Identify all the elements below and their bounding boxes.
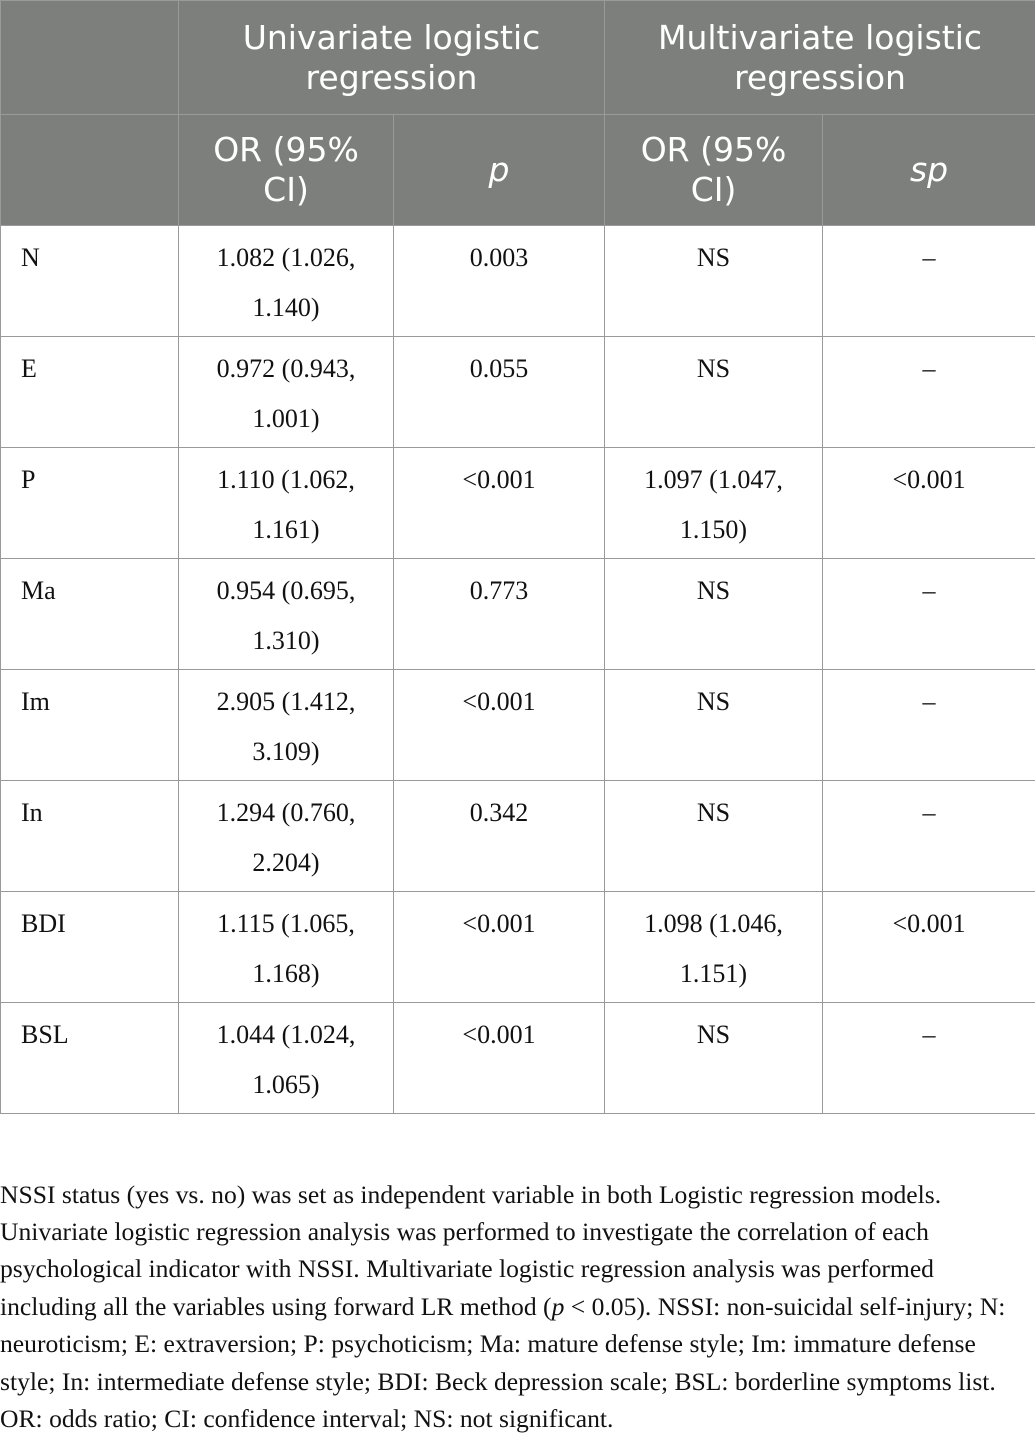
multi-or-value: NS <box>634 566 794 616</box>
uni-or-cell <box>179 448 394 559</box>
multi-or-cell <box>605 559 823 670</box>
multi-or-value: NS <box>634 233 794 283</box>
variable-cell: Im <box>1 670 179 781</box>
variable-cell: BSL <box>1 1003 179 1114</box>
uni-p-cell: <0.001 <box>394 448 605 559</box>
footnote-p-symbol: p <box>552 1292 565 1321</box>
multi-or-value: NS <box>634 344 794 394</box>
multi-or-cell <box>605 781 823 892</box>
uni-or-value: 0.972 (0.943, 1.001) <box>206 344 366 444</box>
header-uni-p: p <box>394 115 605 226</box>
header-row-groups <box>1 1 1035 115</box>
uni-p-cell: 0.773 <box>394 559 605 670</box>
uni-p-cell: 0.055 <box>394 337 605 448</box>
multi-p-cell: <0.001 <box>823 892 1035 1003</box>
variable-cell: E <box>1 337 179 448</box>
uni-p-cell: <0.001 <box>394 670 605 781</box>
header-multivariate: Multivariate logistic regression <box>605 1 1035 115</box>
multi-or-value: 1.098 (1.046, 1.151) <box>634 899 794 999</box>
header-univariate: Univariate logistic regression <box>179 1 605 115</box>
table-row <box>1 337 1035 448</box>
multi-p-cell: – <box>823 337 1035 448</box>
uni-or-cell <box>179 781 394 892</box>
header-multi-or: OR (95% CI) <box>605 115 823 226</box>
multi-or-value: 1.097 (1.047, 1.150) <box>634 455 794 555</box>
uni-or-value: 2.905 (1.412, 3.109) <box>206 677 366 777</box>
uni-or-cell <box>179 226 394 337</box>
multi-or-cell <box>605 448 823 559</box>
header-uni-or: OR (95% CI) <box>179 115 394 226</box>
uni-or-cell <box>179 892 394 1003</box>
table-row <box>1 559 1035 670</box>
variable-cell: N <box>1 226 179 337</box>
table-row <box>1 448 1035 559</box>
multi-or-cell <box>605 892 823 1003</box>
uni-or-cell <box>179 337 394 448</box>
uni-or-value: 1.044 (1.024, 1.065) <box>206 1010 366 1110</box>
uni-or-cell <box>179 670 394 781</box>
variable-cell: P <box>1 448 179 559</box>
multi-p-cell: – <box>823 559 1035 670</box>
multi-or-value: NS <box>634 1010 794 1060</box>
uni-p-cell: <0.001 <box>394 892 605 1003</box>
uni-p-cell: 0.342 <box>394 781 605 892</box>
multi-p-cell: – <box>823 781 1035 892</box>
footnote-text-part2: < 0.05). NSSI: non-suicidal self-injury; N: neuroticism; E: extraversion; P: psychoticism; Ma: mature defense style; Im: immature defense style; In: intermediate defense style; BDI: Beck depression scale; BSL: borderline symptoms list. OR: odds ratio; CI: confidence interval; NS: not significant. <box>0 1292 1005 1433</box>
table-row <box>1 226 1035 337</box>
variable-cell: BDI <box>1 892 179 1003</box>
table-row <box>1 892 1035 1003</box>
header-multi-p: sp <box>823 115 1035 226</box>
variable-cell: In <box>1 781 179 892</box>
table-row <box>1 670 1035 781</box>
variable-cell: Ma <box>1 559 179 670</box>
uni-or-value: 1.110 (1.062, 1.161) <box>206 455 366 555</box>
uni-or-value: 1.115 (1.065, 1.168) <box>206 899 366 999</box>
multi-p-cell: – <box>823 1003 1035 1114</box>
uni-or-cell <box>179 559 394 670</box>
uni-or-cell <box>179 1003 394 1114</box>
multi-p-cell: – <box>823 226 1035 337</box>
multi-p-cell: <0.001 <box>823 448 1035 559</box>
header-row-columns <box>1 115 1035 226</box>
multi-or-cell <box>605 226 823 337</box>
multi-or-cell <box>605 1003 823 1114</box>
uni-or-value: 0.954 (0.695, 1.310) <box>206 566 366 666</box>
multi-or-cell <box>605 670 823 781</box>
multi-or-value: NS <box>634 677 794 727</box>
header-empty-cell <box>1 115 179 226</box>
multi-or-cell <box>605 337 823 448</box>
table-footnote <box>0 1176 1030 1437</box>
header-empty-cell <box>1 1 179 115</box>
uni-p-cell: <0.001 <box>394 1003 605 1114</box>
uni-p-cell: 0.003 <box>394 226 605 337</box>
uni-or-value: 1.082 (1.026, 1.140) <box>206 233 366 333</box>
table-row <box>1 1003 1035 1114</box>
footnote-text-part1: NSSI status (yes vs. no) was set as independent variable in both Logistic regression models. Univariate logistic regression analysis was performed to investigate the correlation of each psychological indicator with NSSI. Multivariate logistic regression analysis was performed including all the variables using forward LR method ( <box>0 1180 941 1321</box>
uni-or-value: 1.294 (0.760, 2.204) <box>206 788 366 888</box>
multi-p-cell: – <box>823 670 1035 781</box>
multi-or-value: NS <box>634 788 794 838</box>
table-row <box>1 781 1035 892</box>
